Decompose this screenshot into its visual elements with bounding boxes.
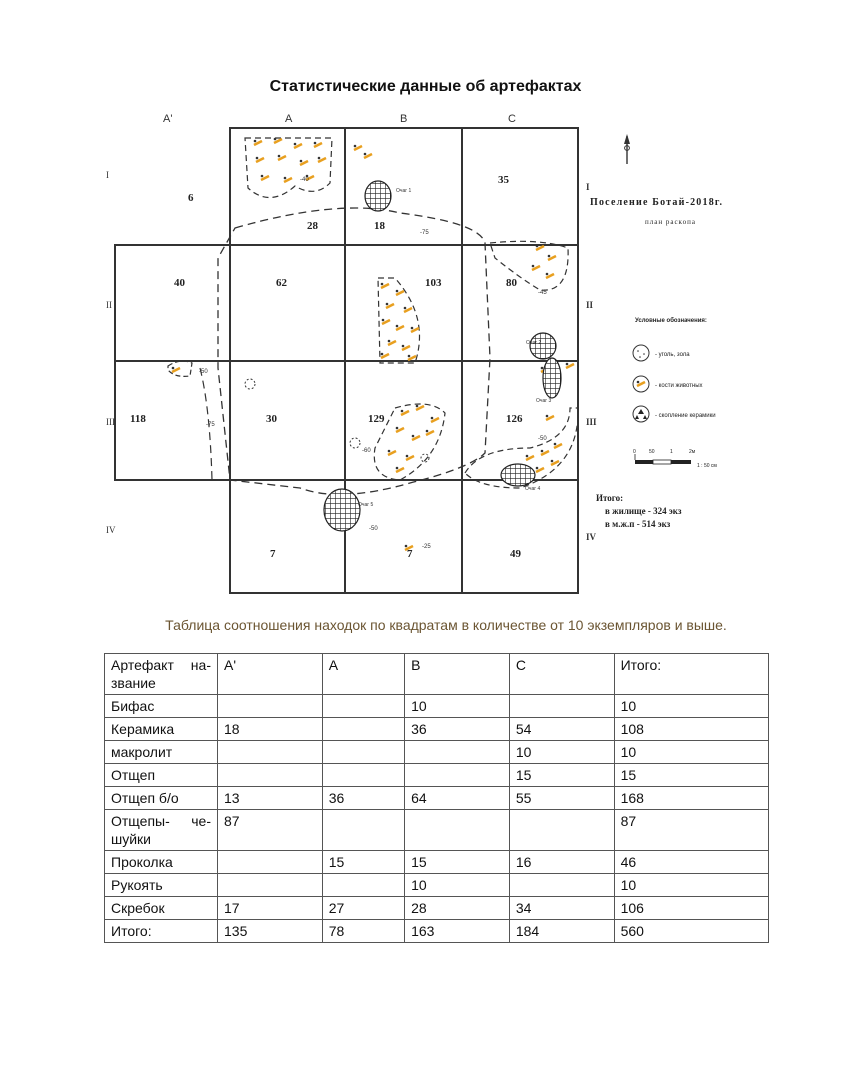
table-cell: 10 bbox=[614, 874, 768, 897]
table-cell bbox=[509, 810, 614, 851]
legend-item: - уголь, зола bbox=[655, 352, 690, 358]
table-row bbox=[105, 718, 769, 741]
depth-mark: -75 bbox=[420, 230, 429, 236]
square-count: 129 bbox=[368, 413, 385, 425]
column-labels bbox=[163, 113, 516, 125]
table-cell: 168 bbox=[614, 787, 768, 810]
table-cell: 54 bbox=[509, 718, 614, 741]
table-cell: 106 bbox=[614, 897, 768, 920]
table-cell bbox=[322, 764, 404, 787]
table-cell: 560 bbox=[614, 920, 768, 943]
header-cell: C bbox=[509, 654, 614, 695]
dwelling-outline bbox=[218, 208, 490, 494]
table-cell: 55 bbox=[509, 787, 614, 810]
header-cell: Итого: bbox=[614, 654, 768, 695]
depth-mark: -60 bbox=[362, 448, 371, 454]
table-cell: Отщепы- че- шуйки bbox=[105, 810, 218, 851]
square-count: 7 bbox=[407, 548, 413, 560]
legend bbox=[633, 317, 716, 422]
site-subtitle: план раскопа bbox=[645, 218, 696, 226]
excavation-plan bbox=[100, 108, 750, 598]
table-row bbox=[105, 695, 769, 718]
depth-mark: -50 bbox=[538, 436, 547, 442]
square-count: 62 bbox=[276, 277, 287, 289]
row-label: IV bbox=[106, 525, 116, 535]
square-count: 30 bbox=[266, 413, 277, 425]
right-row-label: II bbox=[586, 300, 594, 310]
hearths bbox=[324, 181, 561, 531]
header-cell: Артефакт на- звание bbox=[105, 654, 218, 695]
hearth-label: Очаг 5 bbox=[358, 502, 374, 508]
table-cell: 46 bbox=[614, 851, 768, 874]
row-label: III bbox=[106, 417, 115, 427]
table-header-row bbox=[105, 654, 769, 695]
svg-text:0: 0 bbox=[633, 449, 636, 455]
table-cell: 27 bbox=[322, 897, 404, 920]
hearth-label: Очаг 3 bbox=[536, 398, 552, 404]
square-count: 80 bbox=[506, 277, 517, 289]
table-total-row bbox=[105, 920, 769, 943]
scale-bar bbox=[633, 449, 717, 469]
table-cell: 17 bbox=[218, 897, 323, 920]
table-cell: Керамика bbox=[105, 718, 218, 741]
plan-totals bbox=[596, 493, 682, 529]
column-label: A' bbox=[163, 113, 173, 125]
table-cell bbox=[509, 874, 614, 897]
svg-text:1 : 50 см: 1 : 50 см bbox=[697, 463, 717, 469]
square-count: 126 bbox=[506, 413, 523, 425]
right-row-label: IV bbox=[586, 532, 597, 542]
table-cell bbox=[322, 741, 404, 764]
square-count: 18 bbox=[374, 220, 385, 232]
table-cell: 163 bbox=[405, 920, 510, 943]
table-cell: 135 bbox=[218, 920, 323, 943]
table-cell: 13 bbox=[218, 787, 323, 810]
svg-text:1: 1 bbox=[670, 449, 673, 455]
page-title: Статистические данные об артефактах bbox=[269, 78, 582, 95]
table-cell bbox=[509, 695, 614, 718]
table-cell bbox=[322, 718, 404, 741]
table-row bbox=[105, 764, 769, 787]
hearth-labels bbox=[358, 188, 551, 508]
hearth-label: Очаг 4 bbox=[525, 486, 541, 492]
table-cell: Бифас bbox=[105, 695, 218, 718]
table-cell: 78 bbox=[322, 920, 404, 943]
site-title: Поселение Ботай-2018г. bbox=[590, 197, 724, 208]
header-cell: B bbox=[405, 654, 510, 695]
table-cell: 10 bbox=[405, 695, 510, 718]
table-row bbox=[105, 874, 769, 897]
table-cell: 108 bbox=[614, 718, 768, 741]
legend-title: Условные обозначения: bbox=[635, 318, 707, 324]
row-label: II bbox=[106, 300, 112, 310]
depth-mark: -50 bbox=[199, 369, 208, 375]
table-cell: макролит bbox=[105, 741, 218, 764]
column-label: A bbox=[285, 113, 293, 125]
table-cell: Проколка bbox=[105, 851, 218, 874]
column-label: C bbox=[508, 113, 516, 125]
table-cell: Отщеп б/о bbox=[105, 787, 218, 810]
table-cell bbox=[405, 810, 510, 851]
table-cell: 87 bbox=[218, 810, 323, 851]
depth-mark: -25 bbox=[422, 544, 431, 550]
table-cell: 15 bbox=[614, 764, 768, 787]
table-row bbox=[105, 787, 769, 810]
table-row bbox=[105, 897, 769, 920]
table-cell: 18 bbox=[218, 718, 323, 741]
table-cell: 10 bbox=[509, 741, 614, 764]
table-cell: 36 bbox=[405, 718, 510, 741]
square-count: 35 bbox=[498, 174, 509, 186]
table-cell: Итого: bbox=[105, 920, 218, 943]
right-row-label: I bbox=[586, 182, 590, 192]
table-cell bbox=[218, 741, 323, 764]
table-row bbox=[105, 741, 769, 764]
square-count: 6 bbox=[188, 192, 194, 204]
table-cell: 10 bbox=[614, 741, 768, 764]
svg-text:50: 50 bbox=[649, 449, 655, 455]
header-cell: A' bbox=[218, 654, 323, 695]
square-count: 40 bbox=[174, 277, 185, 289]
table-cell: 87 bbox=[614, 810, 768, 851]
table-cell: 10 bbox=[614, 695, 768, 718]
table-cell: 16 bbox=[509, 851, 614, 874]
legend-item: - скопление керамики bbox=[655, 413, 716, 419]
svg-text:в м.ж.п - 514 экз: в м.ж.п - 514 экз bbox=[605, 519, 671, 529]
table-cell bbox=[405, 764, 510, 787]
table-cell: Отщеп bbox=[105, 764, 218, 787]
table-caption: Таблица соотношения находок по квадратам в количестве от 10 экземпляров и выше. bbox=[165, 617, 727, 633]
table-cell: 34 bbox=[509, 897, 614, 920]
legend-item: - кости животных bbox=[655, 383, 703, 389]
table-cell: 15 bbox=[509, 764, 614, 787]
square-count: 103 bbox=[425, 277, 442, 289]
square-count: 7 bbox=[270, 548, 276, 560]
row-label: I bbox=[106, 170, 109, 180]
depth-mark: -45 bbox=[538, 290, 547, 296]
table-cell: 64 bbox=[405, 787, 510, 810]
depth-marks bbox=[199, 177, 547, 550]
svg-text:2м: 2м bbox=[689, 449, 696, 455]
table-cell: 15 bbox=[405, 851, 510, 874]
square-count: 118 bbox=[130, 413, 146, 425]
header-cell: A bbox=[322, 654, 404, 695]
column-label: B bbox=[400, 113, 408, 125]
table-cell bbox=[322, 695, 404, 718]
square-count: 28 bbox=[307, 220, 318, 232]
hearth-label: Очаг 1 bbox=[396, 188, 412, 194]
depth-mark: -75 bbox=[206, 422, 215, 428]
table-cell: 36 bbox=[322, 787, 404, 810]
svg-text:Итого:: Итого: bbox=[596, 493, 624, 503]
north-arrow-icon bbox=[624, 134, 630, 164]
table-cell: 28 bbox=[405, 897, 510, 920]
table-cell bbox=[322, 810, 404, 851]
svg-text:в жилище - 324 экз: в жилище - 324 экз bbox=[605, 506, 682, 516]
right-row-label: III bbox=[586, 417, 597, 427]
depth-mark: -40 bbox=[300, 177, 309, 183]
table-cell bbox=[218, 695, 323, 718]
table-cell: 10 bbox=[405, 874, 510, 897]
table-cell bbox=[218, 764, 323, 787]
ash-legend-icon bbox=[633, 345, 649, 361]
table-cell bbox=[405, 741, 510, 764]
table-cell bbox=[322, 874, 404, 897]
table-cell bbox=[218, 874, 323, 897]
table-cell: 15 bbox=[322, 851, 404, 874]
table-cell: Скребок bbox=[105, 897, 218, 920]
square-count: 49 bbox=[510, 548, 521, 560]
table-cell: 184 bbox=[509, 920, 614, 943]
table-cell bbox=[218, 851, 323, 874]
table-row bbox=[105, 810, 769, 851]
table-row bbox=[105, 851, 769, 874]
table-cell: Рукоять bbox=[105, 874, 218, 897]
hearth-label: Очаг 2 bbox=[526, 340, 542, 346]
depth-mark: -50 bbox=[369, 526, 378, 532]
artifact-table bbox=[104, 653, 769, 943]
